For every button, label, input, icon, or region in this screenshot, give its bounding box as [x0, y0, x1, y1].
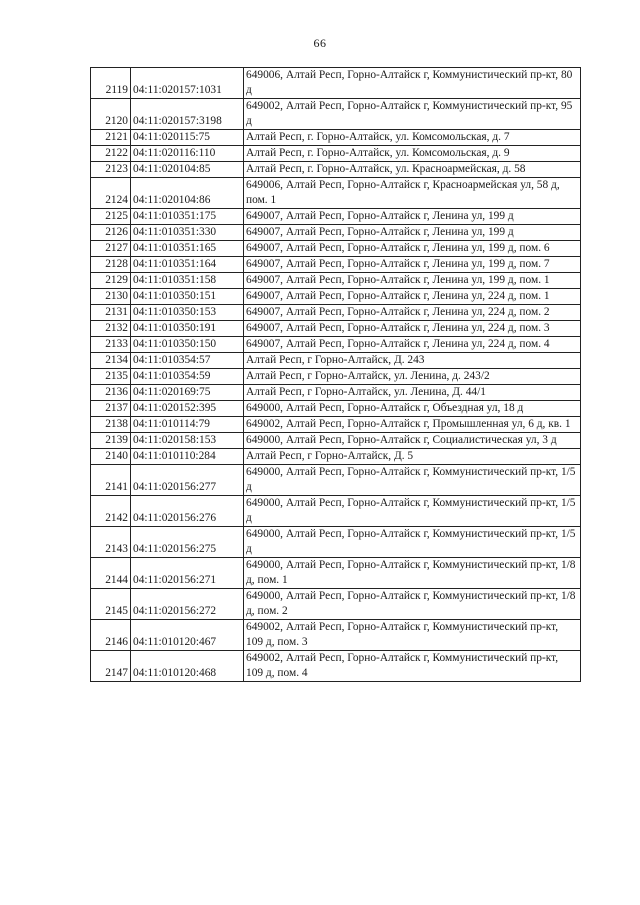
row-number-cell: 2138 [91, 417, 131, 433]
row-number-cell: 2137 [91, 401, 131, 417]
cadastral-number-cell: 04:11:010120:467 [131, 620, 244, 651]
address-cell: Алтай Респ, г. Горно-Алтайск, ул. Комсомольская, д. 7 [244, 130, 581, 146]
cadastral-number-cell: 04:11:020156:276 [131, 496, 244, 527]
cadastral-number-cell: 04:11:020156:277 [131, 465, 244, 496]
cadastral-number-cell: 04:11:010351:165 [131, 241, 244, 257]
row-number-cell: 2139 [91, 433, 131, 449]
address-cell: 649000, Алтай Респ, Горно-Алтайск г, Коммунистический пр-кт, 1/5 д [244, 465, 581, 496]
cadastral-number-cell: 04:11:010114:79 [131, 417, 244, 433]
table-row [91, 337, 581, 353]
row-number-cell: 2142 [91, 496, 131, 527]
table-row [91, 465, 581, 496]
address-cell: 649002, Алтай Респ, Горно-Алтайск г, Коммунистический пр-кт, 109 д, пом. 3 [244, 620, 581, 651]
row-number-cell: 2136 [91, 385, 131, 401]
row-number-cell: 2122 [91, 146, 131, 162]
row-number-cell: 2127 [91, 241, 131, 257]
address-cell: 649000, Алтай Респ, Горно-Алтайск г, Социалистическая ул, 3 д [244, 433, 581, 449]
property-register-table [90, 67, 581, 682]
table-row [91, 353, 581, 369]
cadastral-number-cell: 04:11:020104:86 [131, 178, 244, 209]
table-row [91, 620, 581, 651]
table-row [91, 527, 581, 558]
row-number-cell: 2145 [91, 589, 131, 620]
table-row [91, 225, 581, 241]
row-number-cell: 2140 [91, 449, 131, 465]
row-number-cell: 2126 [91, 225, 131, 241]
address-cell: 649007, Алтай Респ, Горно-Алтайск г, Ленина ул, 199 д, пом. 6 [244, 241, 581, 257]
address-cell: 649006, Алтай Респ, Горно-Алтайск г, Коммунистический пр-кт, 80 д [244, 68, 581, 99]
table-row [91, 305, 581, 321]
cadastral-number-cell: 04:11:010351:175 [131, 209, 244, 225]
row-number-cell: 2123 [91, 162, 131, 178]
cadastral-number-cell: 04:11:020169:75 [131, 385, 244, 401]
table-row [91, 369, 581, 385]
row-number-cell: 2124 [91, 178, 131, 209]
cadastral-number-cell: 04:11:020115:75 [131, 130, 244, 146]
table-row [91, 385, 581, 401]
address-cell: Алтай Респ, г Горно-Алтайск, Д. 5 [244, 449, 581, 465]
cadastral-number-cell: 04:11:020156:275 [131, 527, 244, 558]
address-cell: 649000, Алтай Респ, Горно-Алтайск г, Объездная ул, 18 д [244, 401, 581, 417]
table-row [91, 146, 581, 162]
table-row [91, 651, 581, 682]
table-row [91, 449, 581, 465]
row-number-cell: 2129 [91, 273, 131, 289]
cadastral-number-cell: 04:11:020156:272 [131, 589, 244, 620]
address-cell: 649007, Алтай Респ, Горно-Алтайск г, Ленина ул, 199 д [244, 225, 581, 241]
register-table-body [91, 68, 581, 682]
row-number-cell: 2121 [91, 130, 131, 146]
cadastral-number-cell: 04:11:010350:150 [131, 337, 244, 353]
address-cell: 649007, Алтай Респ, Горно-Алтайск г, Ленина ул, 199 д, пом. 7 [244, 257, 581, 273]
address-cell: 649007, Алтай Респ, Горно-Алтайск г, Ленина ул, 199 д, пом. 1 [244, 273, 581, 289]
address-cell: 649006, Алтай Респ, Горно-Алтайск г, Красноармейская ул, 58 д, пом. 1 [244, 178, 581, 209]
cadastral-number-cell: 04:11:020104:85 [131, 162, 244, 178]
address-cell: 649007, Алтай Респ, Горно-Алтайск г, Ленина ул, 199 д [244, 209, 581, 225]
table-row [91, 99, 581, 130]
address-cell: 649007, Алтай Респ, Горно-Алтайск г, Ленина ул, 224 д, пом. 4 [244, 337, 581, 353]
address-cell: 649000, Алтай Респ, Горно-Алтайск г, Коммунистический пр-кт, 1/5 д [244, 496, 581, 527]
table-row [91, 321, 581, 337]
row-number-cell: 2120 [91, 99, 131, 130]
table-row [91, 558, 581, 589]
table-row [91, 496, 581, 527]
address-cell: 649002, Алтай Респ, Горно-Алтайск г, Коммунистический пр-кт, 95 д [244, 99, 581, 130]
table-row [91, 162, 581, 178]
row-number-cell: 2128 [91, 257, 131, 273]
address-cell: Алтай Респ, г Горно-Алтайск, Д. 243 [244, 353, 581, 369]
table-row [91, 178, 581, 209]
cadastral-number-cell: 04:11:010351:164 [131, 257, 244, 273]
row-number-cell: 2132 [91, 321, 131, 337]
row-number-cell: 2130 [91, 289, 131, 305]
address-cell: 649007, Алтай Респ, Горно-Алтайск г, Ленина ул, 224 д, пом. 3 [244, 321, 581, 337]
address-cell: 649002, Алтай Респ, Горно-Алтайск г, Коммунистический пр-кт, 109 д, пом. 4 [244, 651, 581, 682]
table-row [91, 130, 581, 146]
cadastral-number-cell: 04:11:010350:191 [131, 321, 244, 337]
table-row [91, 68, 581, 99]
address-cell: 649000, Алтай Респ, Горно-Алтайск г, Коммунистический пр-кт, 1/5 д [244, 527, 581, 558]
row-number-cell: 2131 [91, 305, 131, 321]
cadastral-number-cell: 04:11:010354:59 [131, 369, 244, 385]
table-row [91, 433, 581, 449]
table-row [91, 241, 581, 257]
address-cell: Алтай Респ, г Горно-Алтайск, ул. Ленина, Д. 44/1 [244, 385, 581, 401]
table-row [91, 257, 581, 273]
table-row [91, 589, 581, 620]
table-row [91, 401, 581, 417]
row-number-cell: 2141 [91, 465, 131, 496]
row-number-cell: 2146 [91, 620, 131, 651]
address-cell: Алтай Респ, г. Горно-Алтайск, ул. Комсомольская, д. 9 [244, 146, 581, 162]
address-cell: Алтай Респ, г. Горно-Алтайск, ул. Красноармейская, д. 58 [244, 162, 581, 178]
cadastral-number-cell: 04:11:010350:153 [131, 305, 244, 321]
row-number-cell: 2147 [91, 651, 131, 682]
address-cell: 649000, Алтай Респ, Горно-Алтайск г, Коммунистический пр-кт, 1/8 д, пом. 2 [244, 589, 581, 620]
row-number-cell: 2134 [91, 353, 131, 369]
cadastral-number-cell: 04:11:010120:468 [131, 651, 244, 682]
address-cell: 649007, Алтай Респ, Горно-Алтайск г, Ленина ул, 224 д, пом. 2 [244, 305, 581, 321]
cadastral-number-cell: 04:11:010350:151 [131, 289, 244, 305]
cadastral-number-cell: 04:11:020156:271 [131, 558, 244, 589]
address-cell: 649000, Алтай Респ, Горно-Алтайск г, Коммунистический пр-кт, 1/8 д, пом. 1 [244, 558, 581, 589]
table-row [91, 289, 581, 305]
cadastral-number-cell: 04:11:010354:57 [131, 353, 244, 369]
cadastral-number-cell: 04:11:010351:158 [131, 273, 244, 289]
row-number-cell: 2125 [91, 209, 131, 225]
cadastral-number-cell: 04:11:020157:3198 [131, 99, 244, 130]
table-row [91, 209, 581, 225]
page-number: 66 [313, 36, 327, 50]
row-number-cell: 2119 [91, 68, 131, 99]
address-cell: 649002, Алтай Респ, Горно-Алтайск г, Промышленная ул, 6 д, кв. 1 [244, 417, 581, 433]
row-number-cell: 2135 [91, 369, 131, 385]
cadastral-number-cell: 04:11:020157:1031 [131, 68, 244, 99]
address-cell: Алтай Респ, г Горно-Алтайск, ул. Ленина, д. 243/2 [244, 369, 581, 385]
table-row [91, 273, 581, 289]
row-number-cell: 2144 [91, 558, 131, 589]
row-number-cell: 2133 [91, 337, 131, 353]
cadastral-number-cell: 04:11:020152:395 [131, 401, 244, 417]
cadastral-number-cell: 04:11:020158:153 [131, 433, 244, 449]
cadastral-number-cell: 04:11:020116:110 [131, 146, 244, 162]
row-number-cell: 2143 [91, 527, 131, 558]
cadastral-number-cell: 04:11:010351:330 [131, 225, 244, 241]
address-cell: 649007, Алтай Респ, Горно-Алтайск г, Ленина ул, 224 д, пом. 1 [244, 289, 581, 305]
cadastral-number-cell: 04:11:010110:284 [131, 449, 244, 465]
table-row [91, 417, 581, 433]
